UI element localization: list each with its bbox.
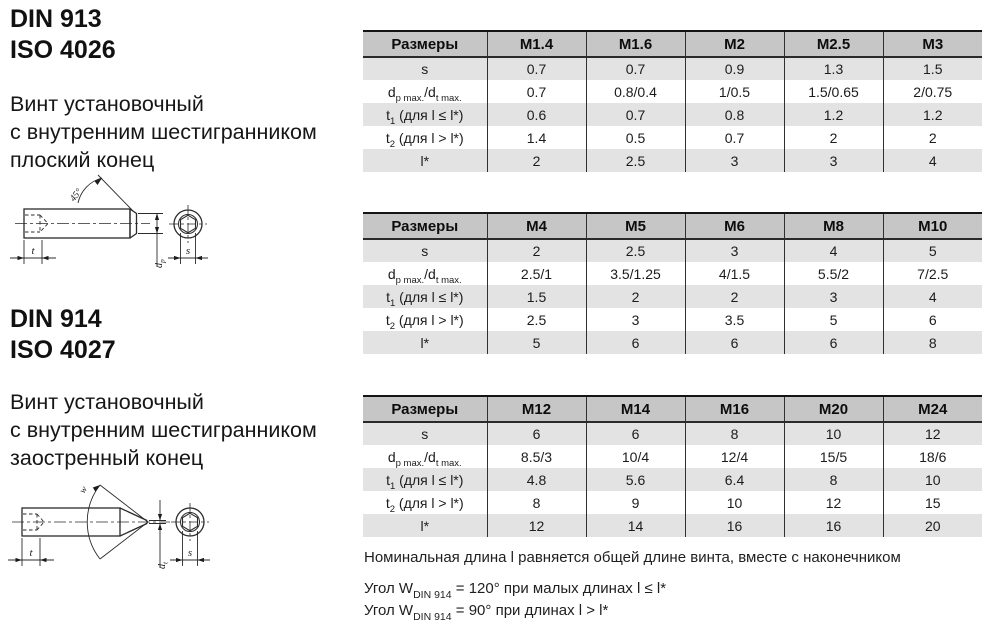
note-part: = 90° при длинах l > l*	[451, 602, 609, 619]
diameter-base: d	[157, 564, 168, 569]
dimensions-table-m1p4-m3	[363, 30, 982, 172]
header-cell-size: M20	[784, 396, 883, 422]
value-cell: 5.5/2	[784, 262, 883, 285]
description-line: Винт установочный	[10, 92, 204, 116]
table-row	[363, 149, 982, 172]
table-row	[363, 80, 982, 103]
table-header-row	[363, 396, 982, 422]
note-part: Угол W	[364, 580, 414, 597]
header-cell-size: M4	[487, 213, 586, 239]
value-cell: 2	[784, 126, 883, 149]
value-cell: 6	[586, 331, 685, 354]
value-cell: 12	[487, 514, 586, 537]
row-label-part: l*	[420, 517, 430, 534]
description-line: плоский конец	[10, 148, 155, 172]
row-label-part: d	[387, 83, 396, 100]
description-line: с внутренним шестигранником	[10, 418, 317, 442]
value-cell: 8	[685, 422, 784, 445]
value-cell: 0.9	[685, 57, 784, 80]
value-cell: 3	[784, 285, 883, 308]
value-cell: 0.5	[586, 126, 685, 149]
header-cell-size: M2.5	[784, 31, 883, 57]
value-cell: 4.8	[487, 468, 586, 491]
depth-t-label: t	[31, 245, 35, 257]
value-cell: 4	[883, 149, 982, 172]
angle-w-label: w	[78, 484, 90, 496]
value-cell: 5	[487, 331, 586, 354]
dimension-lines	[8, 500, 210, 568]
row-label-part: /d	[424, 83, 436, 100]
row-label-part: s	[421, 243, 429, 259]
row-label	[363, 239, 487, 262]
value-cell: 0.7	[685, 126, 784, 149]
value-cell: 6	[784, 331, 883, 354]
drawing-din914-cone-point	[0, 476, 240, 576]
header-cell-size: M2	[685, 31, 784, 57]
standard-line: DIN 914	[10, 305, 102, 333]
row-label-part: t	[385, 494, 390, 511]
diameter-sub: p	[157, 259, 167, 263]
value-cell: 9	[586, 491, 685, 514]
description-line: заостренный конец	[10, 446, 204, 470]
table-header-row	[363, 213, 982, 239]
header-cell-size: M12	[487, 396, 586, 422]
dimensions-table-m12-m24	[363, 395, 982, 537]
row-label-part: l*	[420, 152, 430, 169]
row-label-subscript: t max.	[435, 275, 462, 287]
note-part: Угол W	[364, 602, 414, 619]
note-part: = 120° при малых длинах l ≤ l*	[451, 580, 667, 597]
row-label-part: s	[421, 426, 429, 442]
table-row	[363, 285, 982, 308]
table-row	[363, 239, 982, 262]
value-cell: 6	[883, 308, 982, 331]
value-cell: 2.5	[586, 149, 685, 172]
value-cell: 0.7	[487, 80, 586, 103]
row-label-part: t	[385, 311, 390, 328]
value-cell: 1.5	[487, 285, 586, 308]
value-cell: 1.4	[487, 126, 586, 149]
table-row	[363, 308, 982, 331]
row-label-subscript: p max.	[395, 275, 425, 287]
value-cell: 0.7	[586, 103, 685, 126]
row-label-subscript: 2	[389, 139, 396, 151]
value-cell: 5	[883, 239, 982, 262]
value-cell: 0.7	[487, 57, 586, 80]
description-din913	[10, 90, 317, 174]
header-cell-size: M6	[685, 213, 784, 239]
row-label-subscript: 1	[389, 116, 396, 128]
header-cell-size: M1.6	[586, 31, 685, 57]
value-cell: 15	[883, 491, 982, 514]
value-cell: 1.5	[883, 57, 982, 80]
value-cell: 0.7	[586, 57, 685, 80]
value-cell: 4/1.5	[685, 262, 784, 285]
value-cell: 12	[883, 422, 982, 445]
value-cell: 7/2.5	[883, 262, 982, 285]
value-cell: 2.5	[586, 239, 685, 262]
value-cell: 16	[685, 514, 784, 537]
row-label-part: t	[385, 129, 390, 146]
header-cell-size: M3	[883, 31, 982, 57]
header-cell-size: M8	[784, 213, 883, 239]
row-label-subscript: t max.	[435, 93, 462, 105]
value-cell: 2.5	[487, 308, 586, 331]
value-cell: 14	[586, 514, 685, 537]
table-row	[363, 262, 982, 285]
header-cell-size: M14	[586, 396, 685, 422]
value-cell: 18/6	[883, 445, 982, 468]
value-cell: 2	[586, 285, 685, 308]
table-row	[363, 126, 982, 149]
description-line: Винт установочный	[10, 390, 204, 414]
standard-line: ISO 4027	[10, 336, 116, 364]
value-cell: 3	[685, 239, 784, 262]
value-cell: 15/5	[784, 445, 883, 468]
value-cell: 1.3	[784, 57, 883, 80]
table-row	[363, 445, 982, 468]
value-cell: 6	[586, 422, 685, 445]
table-header-row	[363, 31, 982, 57]
value-cell: 8	[883, 331, 982, 354]
table-row	[363, 514, 982, 537]
table-row	[363, 468, 982, 491]
row-label	[363, 149, 487, 172]
diameter-dt-label	[157, 561, 170, 569]
value-cell: 10	[685, 491, 784, 514]
value-cell: 3	[586, 308, 685, 331]
header-cell-size: M24	[883, 396, 982, 422]
row-label	[363, 57, 487, 80]
row-label	[363, 468, 487, 491]
value-cell: 20	[883, 514, 982, 537]
depth-t-label: t	[29, 547, 33, 559]
note-part: Номинальная длина l равняется общей длине винта, вместе с наконечником	[364, 549, 901, 566]
table-row	[363, 57, 982, 80]
row-label-part: s	[421, 61, 429, 77]
note-nominal-length	[364, 549, 901, 566]
row-label-part: /d	[424, 265, 436, 282]
row-label-subscript: 2	[389, 321, 396, 333]
note-subscript: DIN 914	[413, 589, 452, 601]
end-view	[169, 205, 207, 243]
value-cell: 5	[784, 308, 883, 331]
row-label-subscript: 2	[389, 504, 396, 516]
table-row	[363, 491, 982, 514]
standard-line: ISO 4026	[10, 36, 116, 64]
value-cell: 16	[784, 514, 883, 537]
row-label-part: (для l > l*)	[395, 311, 464, 328]
row-label-subscript: p max.	[395, 93, 425, 105]
row-label-subscript: p max.	[395, 458, 425, 470]
value-cell: 12	[784, 491, 883, 514]
header-cell-size: M16	[685, 396, 784, 422]
value-cell: 2	[487, 239, 586, 262]
row-label-subscript: 1	[389, 298, 396, 310]
row-label	[363, 80, 487, 103]
value-cell: 4	[784, 239, 883, 262]
standard-heading-din914	[10, 304, 116, 366]
row-label-part: (для l ≤ l*)	[395, 106, 464, 123]
value-cell: 2	[487, 149, 586, 172]
value-cell: 1.5/0.65	[784, 80, 883, 103]
description-din914	[10, 388, 317, 472]
value-cell: 1/0.5	[685, 80, 784, 103]
row-label	[363, 285, 487, 308]
value-cell: 10	[784, 422, 883, 445]
row-label-part: (для l ≤ l*)	[395, 471, 464, 488]
value-cell: 6	[487, 422, 586, 445]
value-cell: 6.4	[685, 468, 784, 491]
table-row	[363, 103, 982, 126]
value-cell: 8	[784, 468, 883, 491]
value-cell: 2/0.75	[883, 80, 982, 103]
row-label-part: (для l > l*)	[395, 494, 464, 511]
value-cell: 10	[883, 468, 982, 491]
drawing-din913-flat-point	[0, 172, 240, 272]
value-cell: 0.8	[685, 103, 784, 126]
note-subscript: DIN 914	[413, 611, 452, 623]
row-label-part: l*	[420, 334, 430, 351]
hex-s-label: s	[185, 245, 191, 257]
value-cell: 3	[784, 149, 883, 172]
diameter-sub: t	[160, 561, 170, 564]
header-cell-sizes: Размеры	[363, 213, 487, 239]
angle-annotation	[78, 175, 133, 211]
row-label-part: t	[386, 288, 390, 305]
diameter-dp-label	[154, 259, 167, 268]
dimensions-table-m4-m10	[363, 212, 982, 354]
value-cell: 2	[685, 285, 784, 308]
row-label	[363, 103, 487, 126]
value-cell: 10/4	[586, 445, 685, 468]
row-label	[363, 514, 487, 537]
header-cell-sizes: Размеры	[363, 31, 487, 57]
description-line: с внутренним шестигранником	[10, 120, 317, 144]
row-label-subscript: t max.	[435, 458, 462, 470]
end-view	[171, 503, 209, 541]
value-cell: 5.6	[586, 468, 685, 491]
row-label-part: d	[387, 265, 396, 282]
table-row	[363, 331, 982, 354]
row-label	[363, 126, 487, 149]
row-label-part: (для l ≤ l*)	[395, 288, 464, 305]
standard-heading-din913	[10, 4, 116, 66]
row-label	[363, 422, 487, 445]
row-label	[363, 262, 487, 285]
row-label-part: /d	[424, 448, 436, 465]
value-cell: 12/4	[685, 445, 784, 468]
row-label-part: d	[387, 448, 396, 465]
value-cell: 0.6	[487, 103, 586, 126]
value-cell: 1.2	[883, 103, 982, 126]
header-cell-size: M10	[883, 213, 982, 239]
value-cell: 4	[883, 285, 982, 308]
header-cell-size: M5	[586, 213, 685, 239]
value-cell: 8.5/3	[487, 445, 586, 468]
row-label	[363, 331, 487, 354]
note-angle-90	[364, 602, 609, 623]
row-label-part: t	[386, 471, 390, 488]
note-angle-120	[364, 580, 667, 601]
value-cell: 3.5	[685, 308, 784, 331]
angle-45-label: 45°	[68, 187, 85, 204]
value-cell: 2	[883, 126, 982, 149]
standard-line: DIN 913	[10, 5, 102, 33]
row-label	[363, 308, 487, 331]
row-label-part: (для l > l*)	[395, 129, 464, 146]
header-cell-sizes: Размеры	[363, 396, 487, 422]
header-cell-size: M1.4	[487, 31, 586, 57]
value-cell: 1.2	[784, 103, 883, 126]
value-cell: 8	[487, 491, 586, 514]
value-cell: 0.8/0.4	[586, 80, 685, 103]
diameter-base: d	[154, 263, 165, 268]
value-cell: 6	[685, 331, 784, 354]
row-label-part: t	[386, 106, 390, 123]
row-label	[363, 445, 487, 468]
value-cell: 3.5/1.25	[586, 262, 685, 285]
value-cell: 3	[685, 149, 784, 172]
hex-s-label: s	[187, 547, 193, 559]
table-row	[363, 422, 982, 445]
value-cell: 2.5/1	[487, 262, 586, 285]
row-label-subscript: 1	[389, 481, 396, 493]
row-label	[363, 491, 487, 514]
